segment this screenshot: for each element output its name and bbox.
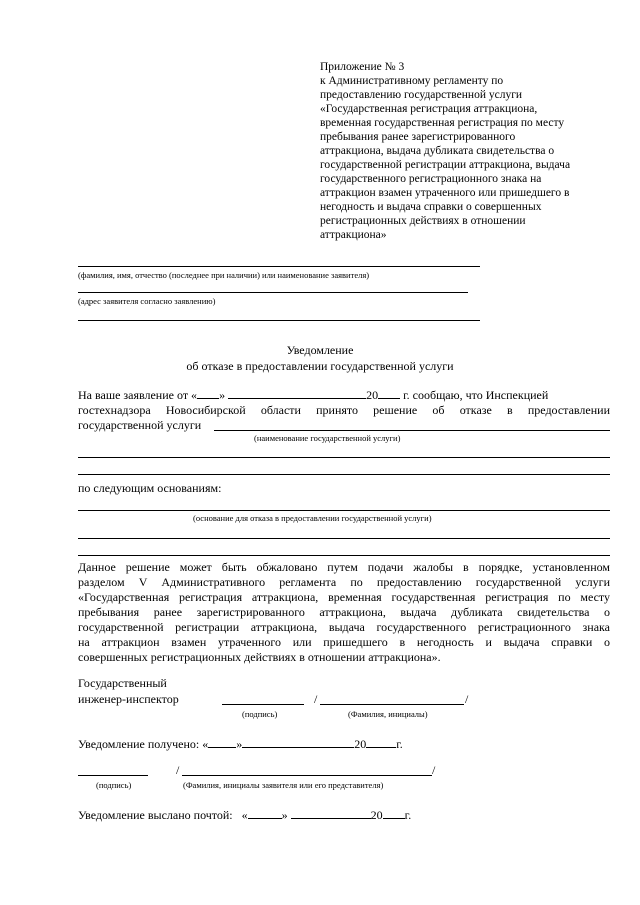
- application-month-field[interactable]: [228, 387, 366, 399]
- intro-text-a: На ваше заявление от «: [78, 388, 198, 402]
- intro-text-b: »: [219, 388, 229, 402]
- service-name-line[interactable]: [214, 430, 610, 431]
- notice-subtitle: об отказе в предоставлении государственной услуги: [186, 359, 454, 373]
- appendix-line: Приложение № 3: [320, 61, 405, 73]
- received-day-field[interactable]: [208, 736, 236, 748]
- grounds-extra-line-1[interactable]: [78, 538, 610, 539]
- appeal-line: совершенных регистрационных действиях в отношении аттракциона».: [78, 650, 441, 664]
- mailed-close-quote: »: [281, 808, 288, 822]
- received-year-field[interactable]: [366, 736, 396, 748]
- inspector-name-caption: (Фамилия, инициалы): [348, 709, 428, 719]
- grounds-line[interactable]: [78, 510, 610, 511]
- appeal-line: разделом V Административного регламента по предоставлению государственной услуги: [78, 575, 610, 589]
- inspector-slash-end: /: [465, 692, 469, 706]
- intro-line-1: [78, 387, 610, 403]
- appendix-line: аттракциона, выдача дубликата свидетельства о: [320, 145, 555, 157]
- applicant-signature-line[interactable]: [78, 775, 148, 776]
- applicant-name-caption-sig: (Фамилия, инициалы заявителя или его представителя): [183, 780, 384, 790]
- appeal-line: Данное решение может быть обжаловано путем подачи жалобы в порядке, установленном: [78, 560, 610, 574]
- appendix-line: регистрационных действиях в отношении: [320, 215, 526, 227]
- grounds-label: по следующим основаниям:: [78, 481, 222, 495]
- intro-text-c: 20: [366, 388, 379, 402]
- appendix-line: «Государственная регистрация аттракциона,: [320, 103, 538, 115]
- grounds-caption: (основание для отказа в предоставлении государственной услуги): [193, 513, 432, 523]
- applicant-name-caption: (фамилия, имя, отчество (последнее при наличии) или наименование заявителя): [78, 270, 370, 280]
- appendix-line: временная государственная регистрация по месту: [320, 117, 565, 129]
- notice-title: Уведомление: [286, 343, 354, 357]
- service-extra-line-2[interactable]: [78, 474, 610, 475]
- application-day-field[interactable]: [197, 387, 219, 399]
- appendix-line: государственного регистрационного знака на: [320, 173, 542, 185]
- inspector-role-line1: Государственный: [78, 676, 167, 690]
- applicant-address-caption: (адрес заявителя согласно заявлению): [78, 296, 216, 306]
- inspector-role-line2: инженер-инспектор: [78, 692, 179, 706]
- appendix-line: предоставлению государственной услуги: [320, 89, 523, 101]
- inspector-name-line[interactable]: [320, 704, 464, 705]
- intro-text-line2: гостехнадзора Новосибирской области принято решение об отказе в предоставлении: [78, 403, 610, 417]
- intro-text-d: г. сообщаю, что Инспекцией: [403, 388, 549, 402]
- applicant-slash-end: /: [432, 763, 436, 777]
- appeal-line: на аттракцион взамен утраченного или пришедшего в негодность и выдача справки о: [78, 635, 610, 649]
- appeal-line: пребывания ранее зарегистрированного аттракциона, выдача дубликата свидетельства о: [78, 605, 610, 619]
- intro-text-line3: государственной услуги: [78, 418, 202, 432]
- mailed-year-prefix: 20: [370, 808, 383, 822]
- applicant-extra-line[interactable]: [78, 320, 480, 321]
- grounds-extra-line-2[interactable]: [78, 555, 610, 556]
- appendix-line: аттракцион взамен утраченного или пришедшего в: [320, 187, 570, 199]
- appendix-line: государственной регистрации аттракциона, выдача: [320, 159, 571, 171]
- received-label: Уведомление получено: «: [78, 737, 209, 751]
- appendix-line: к Административному регламенту по: [320, 75, 504, 87]
- applicant-slash: /: [176, 763, 180, 777]
- mailed-month-field[interactable]: [291, 807, 371, 819]
- appeal-line: государственной регистрации аттракциона, выдача государственного регистрационного знака: [78, 620, 610, 634]
- service-caption: (наименование государственной услуги): [254, 433, 401, 443]
- appendix-line: аттракциона»: [320, 229, 387, 241]
- received-close-quote: »: [236, 737, 243, 751]
- mailed-label: Уведомление выслано почтой: «: [78, 808, 248, 822]
- applicant-sign-caption: (подпись): [96, 780, 132, 790]
- applicant-address-line[interactable]: [78, 292, 468, 293]
- mailed-day-field[interactable]: [248, 807, 282, 819]
- service-extra-line-1[interactable]: [78, 457, 610, 458]
- applicant-name-line[interactable]: [78, 266, 480, 267]
- applicant-name-field-line[interactable]: [182, 775, 432, 776]
- received-row: [78, 736, 403, 752]
- intro-line-2: [78, 403, 610, 418]
- appeal-line: «Государственная регистрация аттракциона, временная государственная регистрация по месту: [78, 590, 610, 604]
- mailed-year-field[interactable]: [383, 807, 405, 819]
- appendix-line: негодность и выдача справки о совершенных: [320, 201, 542, 213]
- received-suffix: г.: [396, 737, 403, 751]
- appendix-line: пребывания ранее зарегистрированного: [320, 131, 516, 143]
- inspector-slash: /: [314, 692, 318, 706]
- mailed-row: [78, 807, 411, 823]
- application-year-field[interactable]: [378, 387, 400, 399]
- inspector-sign-caption: (подпись): [242, 709, 278, 719]
- received-year-prefix: 20: [354, 737, 367, 751]
- appendix-header: [320, 60, 620, 242]
- inspector-signature-line[interactable]: [222, 704, 304, 705]
- appeal-paragraph: [78, 560, 610, 665]
- received-month-field[interactable]: [242, 736, 354, 748]
- mailed-suffix: г.: [404, 808, 412, 822]
